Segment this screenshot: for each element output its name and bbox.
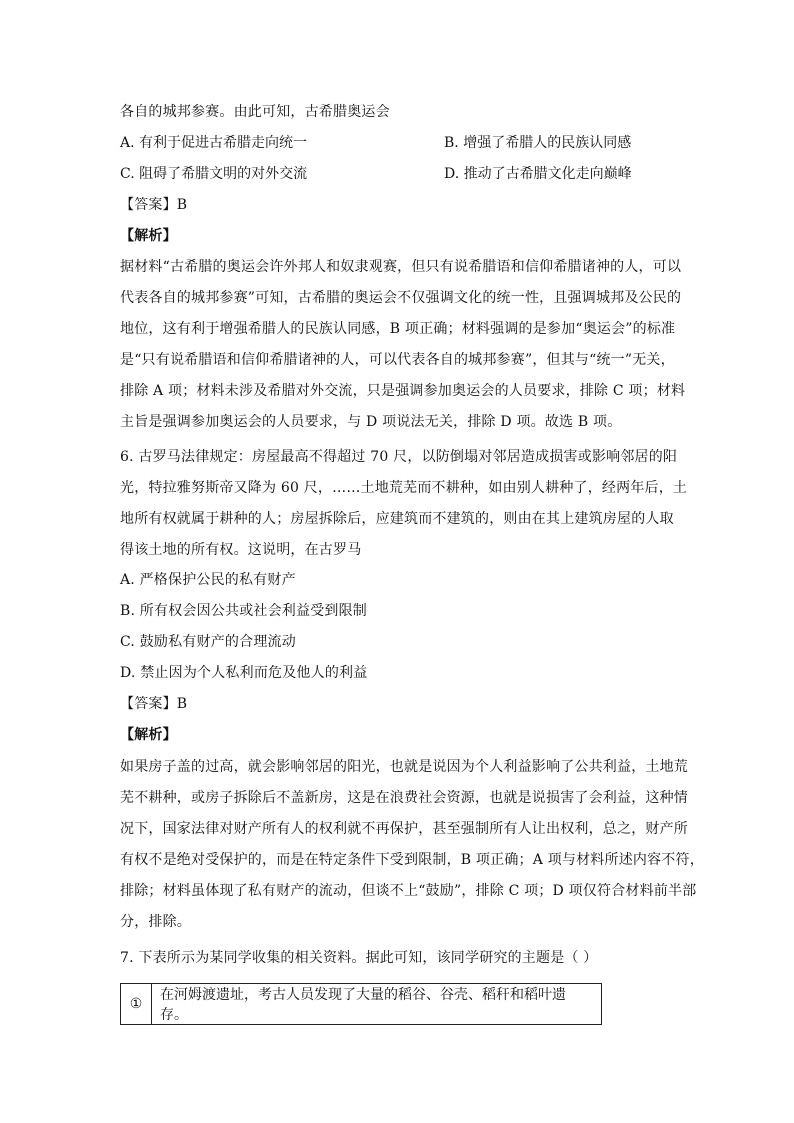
- q6-analysis-line: 如果房子盖的过高，就会影响邻居的阳光，也就是说因为个人利益影响了公共利益，土地荒: [120, 759, 688, 775]
- q5-analysis-label: 【解析】: [120, 228, 177, 244]
- q6-analysis-line: 芜不耕种，或房子拆除后不盖新房，这是在浪费社会资源，也就是说损害了会利益，这种情: [120, 790, 688, 806]
- q6-stem-line: 光，特拉雅努斯帝又降为 60 尺，……土地荒芜而不耕种，如由别人耕种了，经两年后，土: [120, 480, 688, 496]
- q6-option-d: D. 禁止因为个人私利而危及他人的利益: [120, 665, 368, 681]
- table-cell-number: ①: [121, 984, 152, 1025]
- q6-stem-line: 地所有权就属于耕种的人；房屋拆除后，应建筑而不建筑的，则由在其上建筑房屋的人取: [120, 511, 674, 527]
- q5-option-a: A. 有利于促进古希腊走向统一: [120, 135, 308, 151]
- q5-option-d: D. 推动了古希腊文化走向巅峰: [444, 166, 632, 182]
- q6-analysis-line: 排除；材料虽体现了私有财产的流动，但谈不上“鼓励”，排除 C 项；D 项仅符合材料前半部: [120, 883, 697, 899]
- q6-analysis-line: 况下，国家法律对财产所有人的权利就不再保护，甚至强制所有人让出权利，总之，财产所: [120, 821, 688, 837]
- q5-answer: 【答案】B: [120, 197, 188, 213]
- q6-option-a: A. 严格保护公民的私有财产: [120, 572, 296, 588]
- q5-analysis-line: 据材料“古希腊的奥运会许外邦人和奴隶观赛，但只有说希腊语和信仰希腊诸神的人，可以: [120, 259, 682, 275]
- q7-stem: 7. 下表所示为某同学收集的相关资料。据此可知，该同学研究的主题是（ ）: [120, 950, 598, 966]
- table-row: [121, 984, 602, 1025]
- q5-option-b: B. 增强了希腊人的民族认同感: [444, 135, 632, 151]
- q6-stem-line: 6. 古罗马法律规定：房屋最高不得超过 70 尺，以防倒塌对邻居造成损害或影响邻居的阳: [120, 449, 678, 465]
- q5-analysis-line: 排除 A 项；材料未涉及希腊对外交流，只是强调参加奥运会的人员要求，排除 C 项；材料: [120, 383, 686, 399]
- q6-analysis-line: 分，排除。: [120, 914, 191, 930]
- q5-analysis-line: 是“只有说希腊语和信仰希腊诸神的人，可以代表各自的城邦参赛”，但其与“统一”无关，: [120, 352, 675, 368]
- q6-answer: 【答案】B: [120, 696, 188, 712]
- q5-option-c: C. 阻碍了希腊文明的对外交流: [120, 166, 308, 182]
- q7-material-table: [120, 983, 602, 1025]
- q5-stem-tail: 各自的城邦参赛。由此可知，古希腊奥运会: [120, 104, 390, 120]
- table-cell-text: 在河姆渡遗址，考古人员发现了大量的稻谷、谷壳、稻秆和稻叶遗存。: [152, 984, 602, 1025]
- q5-analysis-line: 主旨是强调参加奥运会的人员要求，与 D 项说法无关，排除 D 项。故选 B 项。: [120, 414, 622, 430]
- q6-stem-line: 得该土地的所有权。这说明，在古罗马: [120, 542, 362, 558]
- q6-option-b: B. 所有权会因公共或社会利益受到限制: [120, 603, 367, 619]
- q5-analysis-line: 代表各自的城邦参赛”可知，古希腊的奥运会不仅强调文化的统一性，且强调城邦及公民的: [120, 290, 682, 306]
- q6-option-c: C. 鼓励私有财产的合理流动: [120, 634, 296, 650]
- q5-analysis-line: 地位，这有利于增强希腊人的民族认同感，B 项正确；材料强调的是参加“奥运会”的标准: [120, 321, 676, 337]
- q6-analysis-label: 【解析】: [120, 727, 177, 743]
- q6-analysis-line: 有权不是绝对受保护的，而是在特定条件下受到限制，B 项正确；A 项与材料所述内容不符，: [120, 852, 704, 868]
